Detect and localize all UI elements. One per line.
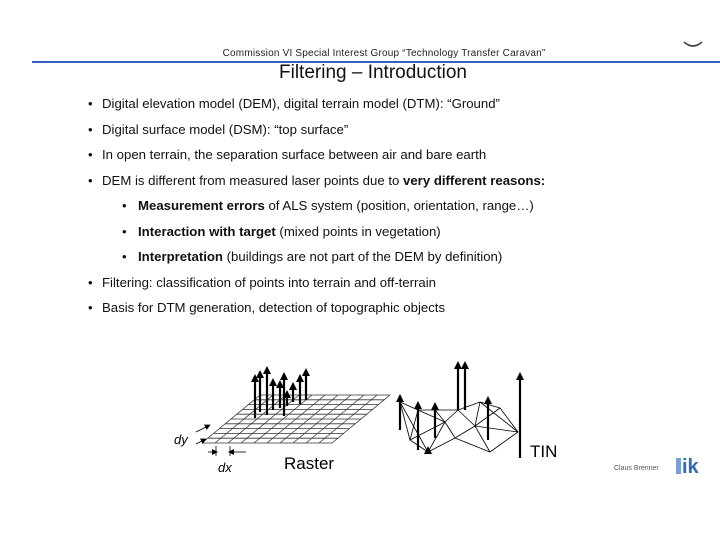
header-group-line: Commission VI Special Interest Group “Technology Transfer Caravan”	[222, 48, 546, 59]
bullet-text: (buildings are not part of the DEM by definition)	[226, 249, 503, 264]
sub-bullet-item	[88, 223, 708, 249]
tin-edge	[400, 402, 428, 452]
bullet-text: very different reasons:	[403, 172, 546, 188]
bullet-marker: •	[88, 121, 93, 137]
bullet-item	[88, 274, 708, 300]
tin-edge	[455, 438, 490, 452]
bullet-marker: •	[88, 147, 93, 162]
bullet-marker: •	[122, 249, 127, 264]
tin-edge	[455, 426, 475, 438]
tin-edge	[418, 410, 445, 422]
bullet-text: In open terrain, the separation surface between air and bare earth	[102, 147, 487, 162]
tin-edge	[458, 410, 475, 426]
dy-label: dy	[174, 432, 188, 447]
institute-logo-icon	[676, 454, 720, 476]
bullet-item	[88, 121, 708, 147]
raster-grid	[202, 395, 390, 443]
bullet-text: Basis for DTM generation, detection of topographic objects	[102, 300, 446, 315]
slide-title: Filtering – Introduction	[279, 62, 467, 83]
corner-logo-icon	[682, 36, 704, 50]
sub-bullet-item	[88, 248, 708, 274]
bullet-list	[88, 95, 708, 325]
bullet-marker: •	[88, 96, 93, 111]
bullet-text: DEM is different from measured laser points due to	[102, 172, 404, 188]
bullet-item	[88, 299, 708, 325]
raster-dimension-marks	[196, 426, 246, 456]
bullet-text: Digital elevation model (DEM), digital terrain model (DTM): “Ground”	[102, 96, 500, 111]
terrain-figure	[160, 340, 620, 480]
raster-label: Raster	[284, 454, 335, 473]
sub-bullet-item	[88, 197, 708, 223]
tin-edge	[458, 402, 480, 410]
tin-edge	[400, 402, 418, 410]
footer-author: Claus Brenner	[614, 465, 659, 472]
bullet-text: Interaction with target	[138, 223, 280, 239]
bullet-text: Interpretation	[138, 249, 227, 264]
bullet-text: Filtering: classification of points into terrain and off-terrain	[102, 274, 437, 290]
bullet-item	[88, 172, 708, 198]
bullet-text: of ALS system (position, orientation, range…)	[268, 198, 534, 213]
bullet-marker: •	[122, 223, 127, 239]
bullet-item	[88, 146, 708, 172]
tin-label: TIN	[530, 442, 558, 461]
bullet-text: Digital surface model (DSM): “top surface”	[102, 121, 349, 137]
tin-edge	[475, 402, 480, 426]
bullet-item	[88, 95, 708, 121]
tin-edge	[445, 422, 455, 438]
tin-edge	[400, 402, 410, 440]
tin-edge	[490, 432, 518, 452]
logo-text: ik	[682, 456, 699, 476]
dx-label: dx	[218, 460, 232, 475]
bullet-marker: •	[88, 172, 93, 188]
bullet-text: Measurement errors	[138, 198, 269, 213]
tin-edge	[445, 410, 458, 422]
dy-arrow	[196, 426, 208, 432]
tin-edge	[410, 410, 418, 440]
bullet-text: (mixed points in vegetation)	[279, 223, 441, 239]
bullet-marker: •	[122, 198, 127, 213]
tin-edge	[480, 402, 500, 408]
bullet-marker: •	[88, 274, 93, 290]
bullet-marker: •	[88, 300, 93, 315]
